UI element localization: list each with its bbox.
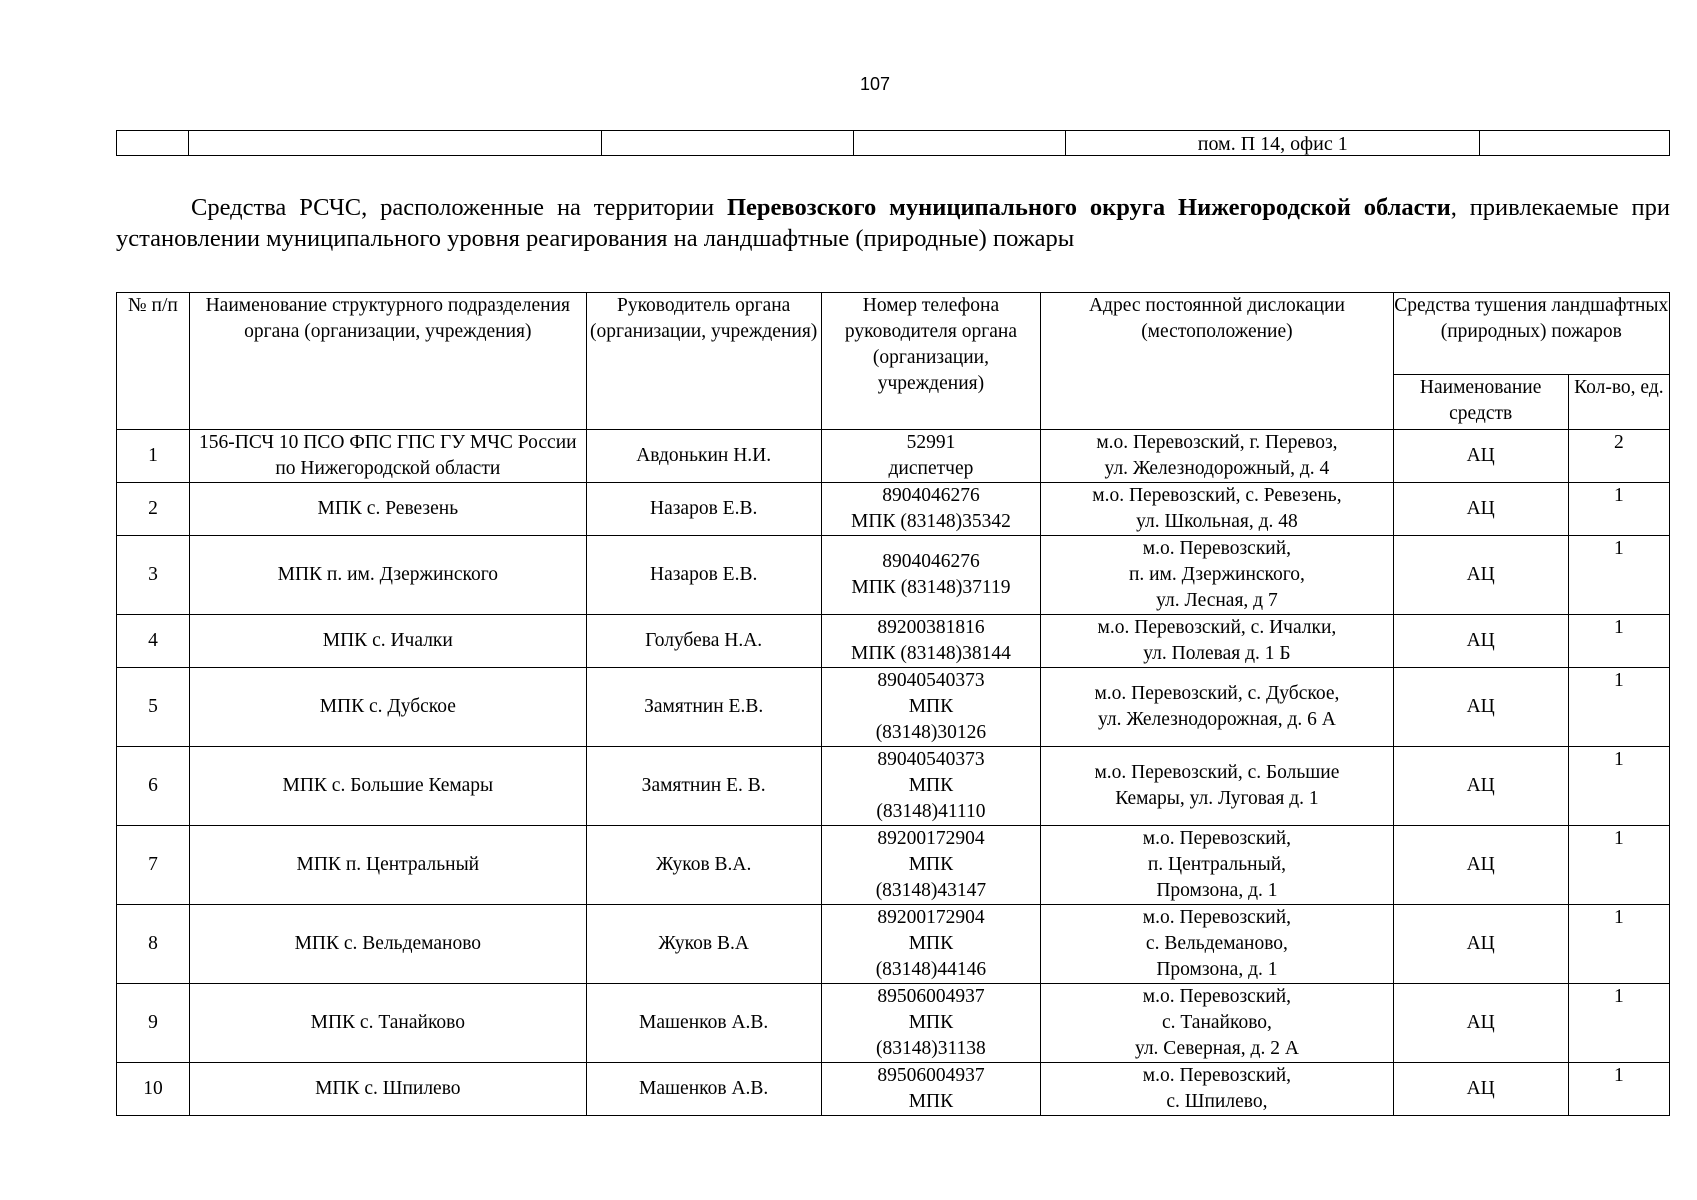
cell-head: Жуков В.А. xyxy=(586,826,821,905)
cell-phone: 52991 диспетчер xyxy=(821,430,1041,483)
cell-head: Замятнин Е. В. xyxy=(586,747,821,826)
cell-num: 10 xyxy=(117,1063,190,1116)
cell-address: м.о. Перевозский, с. Танайково, ул. Северная, д. 2 А xyxy=(1041,984,1393,1063)
cell-qty: 1 xyxy=(1568,905,1669,984)
cell-head: Жуков В.А xyxy=(586,905,821,984)
cell-qty: 1 xyxy=(1568,747,1669,826)
cell-unit: МПК с. Дубское xyxy=(189,668,586,747)
header-head: Руководитель органа (организации, учреждения) xyxy=(586,293,821,430)
cell-address: м.о. Перевозский, п. им. Дзержинского, ул. Лесная, д 7 xyxy=(1041,536,1393,615)
cell-address: м.о. Перевозский, с. Большие Кемары, ул. Луговая д. 1 xyxy=(1041,747,1393,826)
cell-qty: 1 xyxy=(1568,826,1669,905)
cell-head: Замятнин Е.В. xyxy=(586,668,821,747)
cell-means: АЦ xyxy=(1393,483,1568,536)
table-row xyxy=(117,131,1670,156)
table-row xyxy=(117,747,1670,826)
cell-phone: 89506004937 МПК (83148)31138 xyxy=(821,984,1041,1063)
cell-means: АЦ xyxy=(1393,984,1568,1063)
cell-num: 2 xyxy=(117,483,190,536)
cell-num: 9 xyxy=(117,984,190,1063)
header-address: Адрес постоянной дислокации (местоположение) xyxy=(1041,293,1393,430)
header-means-name: Наименование средств xyxy=(1393,374,1568,429)
cell-phone: 89040540373 МПК (83148)41110 xyxy=(821,747,1041,826)
cell-num: 3 xyxy=(117,536,190,615)
heading-bold: Перевозского муниципального округа Нижегородской области xyxy=(727,194,1451,221)
cell-means: АЦ xyxy=(1393,668,1568,747)
cell-qty: 1 xyxy=(1568,536,1669,615)
rschs-means-table xyxy=(116,292,1670,1116)
table-row xyxy=(117,430,1670,483)
table-row xyxy=(117,483,1670,536)
cell-means: АЦ xyxy=(1393,615,1568,668)
cell-means: АЦ xyxy=(1393,826,1568,905)
cell-unit: МПК п. Центральный xyxy=(189,826,586,905)
header-means: Средства тушения ландшафтных (природных) пожаров xyxy=(1393,293,1669,375)
cell-means: АЦ xyxy=(1393,747,1568,826)
page-number: 107 xyxy=(859,74,891,94)
header-row xyxy=(117,293,1670,375)
cell-phone: 89506004937 МПК xyxy=(821,1063,1041,1116)
section-heading xyxy=(116,192,1670,254)
cell-qty: 1 xyxy=(1568,984,1669,1063)
cell-phone: 8904046276 МПК (83148)35342 xyxy=(821,483,1041,536)
cell-address: м.о. Перевозский, с. Вельдеманово, Промзона, д. 1 xyxy=(1041,905,1393,984)
cell-phone: 89040540373 МПК (83148)30126 xyxy=(821,668,1041,747)
table-row xyxy=(117,905,1670,984)
cell-means: АЦ xyxy=(1393,536,1568,615)
table-cell xyxy=(601,131,854,156)
heading-tail: , привлекаемые при установлении муниципального уровня реагирования на ландшафтные (природные) пожары xyxy=(116,194,1670,252)
header-unit: Наименование структурного подразделения органа (организации, учреждения) xyxy=(189,293,586,430)
cell-unit: МПК с. Шпилево xyxy=(189,1063,586,1116)
table-cell xyxy=(854,131,1066,156)
cell-num: 7 xyxy=(117,826,190,905)
cell-head: Назаров Е.В. xyxy=(586,483,821,536)
cell-address: м.о. Перевозский, с. Шпилево, xyxy=(1041,1063,1393,1116)
cell-unit: МПК с. Вельдеманово xyxy=(189,905,586,984)
cell-num: 1 xyxy=(117,430,190,483)
previous-table-tail xyxy=(116,130,1670,156)
cell-unit: 156-ПСЧ 10 ПСО ФПС ГПС ГУ МЧС России по Нижегородской области xyxy=(189,430,586,483)
header-num: № п/п xyxy=(117,293,190,430)
cell-qty: 1 xyxy=(1568,1063,1669,1116)
table-cell: пом. П 14, офис 1 xyxy=(1066,131,1480,156)
cell-qty: 1 xyxy=(1568,483,1669,536)
cell-num: 5 xyxy=(117,668,190,747)
table-cell xyxy=(188,131,601,156)
cell-head: Назаров Е.В. xyxy=(586,536,821,615)
table-row xyxy=(117,536,1670,615)
cell-head: Авдонькин Н.И. xyxy=(586,430,821,483)
cell-head: Голубева Н.А. xyxy=(586,615,821,668)
cell-unit: МПК с. Танайково xyxy=(189,984,586,1063)
cell-means: АЦ xyxy=(1393,1063,1568,1116)
table-row xyxy=(117,984,1670,1063)
cell-address: м.о. Перевозский, с. Дубское, ул. Железнодорожная, д. 6 А xyxy=(1041,668,1393,747)
cell-unit: МПК с. Большие Кемары xyxy=(189,747,586,826)
cell-unit: МПК с. Ичалки xyxy=(189,615,586,668)
table-row xyxy=(117,826,1670,905)
cell-address: м.о. Перевозский, г. Перевоз, ул. Железнодорожный, д. 4 xyxy=(1041,430,1393,483)
table-cell xyxy=(1480,131,1670,156)
cell-num: 4 xyxy=(117,615,190,668)
cell-num: 8 xyxy=(117,905,190,984)
header-phone: Номер телефона руководителя органа (организации, учреждения) xyxy=(821,293,1041,430)
table-row xyxy=(117,1063,1670,1116)
cell-address: м.о. Перевозский, с. Ревезень, ул. Школьная, д. 48 xyxy=(1041,483,1393,536)
cell-head: Машенков А.В. xyxy=(586,1063,821,1116)
cell-unit: МПК п. им. Дзержинского xyxy=(189,536,586,615)
cell-head: Машенков А.В. xyxy=(586,984,821,1063)
cell-qty: 1 xyxy=(1568,668,1669,747)
cell-phone: 89200172904 МПК (83148)43147 xyxy=(821,826,1041,905)
table-body xyxy=(117,430,1670,1116)
table-row xyxy=(117,615,1670,668)
table-row xyxy=(117,668,1670,747)
cell-means: АЦ xyxy=(1393,430,1568,483)
cell-num: 6 xyxy=(117,747,190,826)
cell-phone: 89200172904 МПК (83148)44146 xyxy=(821,905,1041,984)
cell-qty: 2 xyxy=(1568,430,1669,483)
cell-means: АЦ xyxy=(1393,905,1568,984)
cell-address: м.о. Перевозский, с. Ичалки, ул. Полевая д. 1 Б xyxy=(1041,615,1393,668)
cell-phone: 89200381816 МПК (83148)38144 xyxy=(821,615,1041,668)
table-cell xyxy=(117,131,189,156)
header-means-qty: Кол-во, ед. xyxy=(1568,374,1669,429)
cell-qty: 1 xyxy=(1568,615,1669,668)
cell-address: м.о. Перевозский, п. Центральный, Промзона, д. 1 xyxy=(1041,826,1393,905)
heading-lead: Средства РСЧС, расположенные на территории xyxy=(191,194,727,221)
cell-unit: МПК с. Ревезень xyxy=(189,483,586,536)
cell-phone: 8904046276 МПК (83148)37119 xyxy=(821,536,1041,615)
